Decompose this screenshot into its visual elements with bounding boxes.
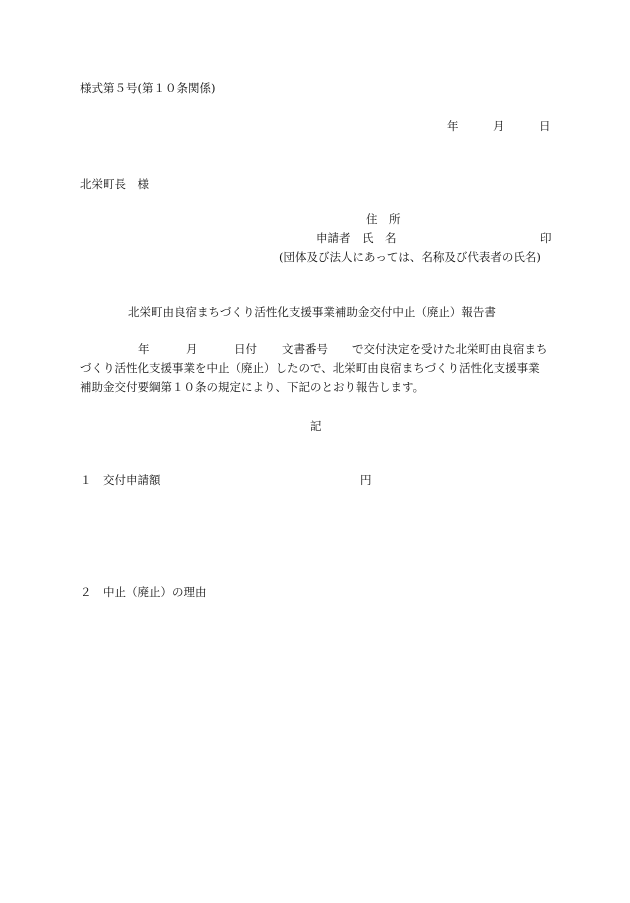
date-day: 日 [539,119,551,133]
applicant-address-label: 住 所 [366,212,401,226]
body-line-1 [80,341,548,357]
body-month: 月 [186,342,198,356]
applicant-name-label: 申請者 氏 名 [316,231,397,245]
date-line [447,118,551,134]
date-month: 月 [493,119,505,133]
item-application-amount [80,472,372,488]
body-day-ref: 日付 [234,342,257,356]
document-title: 北栄町由良宿まちづくり活性化支援事業補助金交付中止（廃止）報告書 [128,305,496,319]
seal-mark: 印 [540,231,552,245]
addressee: 北栄町長 様 [80,177,149,191]
body-doc-no: 文書番号 [282,342,328,356]
item-1-unit: 円 [360,473,372,487]
form-number: 様式第５号(第１０条関係) [80,81,216,95]
item-reason: ２ 中止（廃止）の理由 [80,585,207,599]
body-line-3: 補助金交付要綱第１０条の規定により、下記のとおり報告します。 [80,380,425,394]
body-year: 年 [138,342,150,356]
ki-mark: 記 [310,419,322,433]
applicant-note: (団体及び法人にあっては、名称及び代表者の氏名) [279,250,541,264]
date-year: 年 [447,119,459,133]
applicant-name-line [316,230,552,246]
body-line-2: づくり活性化支援事業を中止（廃止）したので、北栄町由良宿まちづくり活性化支援事業 [80,361,540,375]
item-1-label: １ 交付申請額 [80,473,161,487]
body-line1-rest: で交付決定を受けた北栄町由良宿まち [352,342,548,356]
